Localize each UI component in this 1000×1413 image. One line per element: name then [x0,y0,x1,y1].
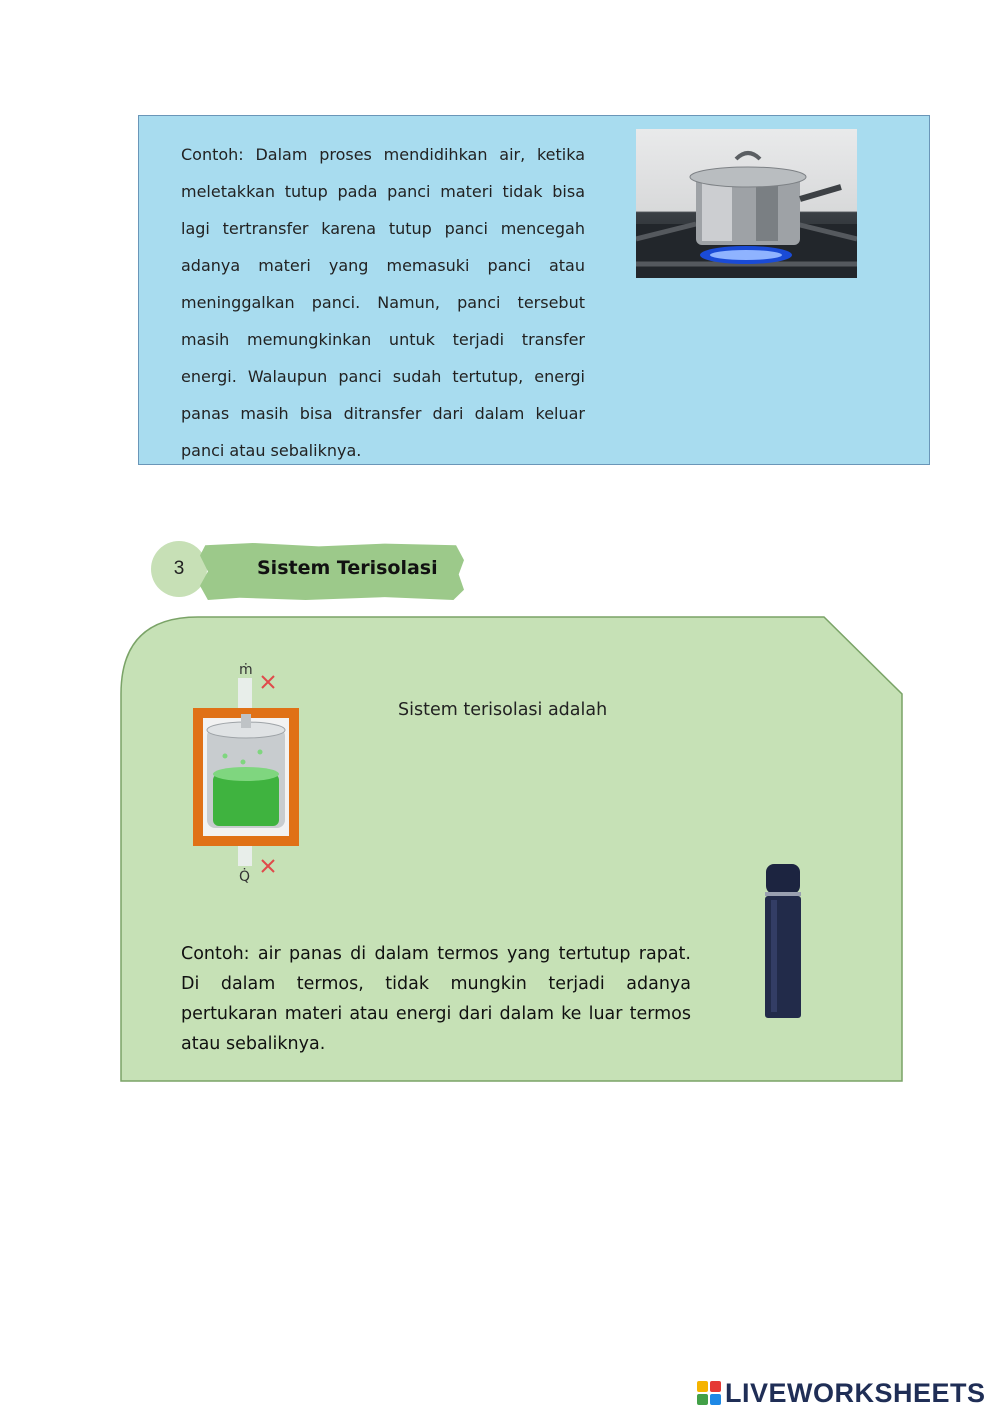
example-box-text: Contoh: Dalam proses mendidihkan air, ketika meletakkan tutup pada panci materi tidak bisa lagi tertransfer karena tutup panci mencegah adanya materi yang memasuki panci atau meninggalkan panci. Namun, panci tersebut masih memungkinkan untuk terjadi transfer energi. Walaupun panci sudah tertutup, energi panas masih bisa ditransfer dari dalam keluar panci atau sebaliknya. [181,145,585,460]
mass-flow-label: ṁ [239,662,253,678]
example-box [138,115,930,465]
heat-flow-label: Q̇ [239,869,251,885]
isolated-system-diagram [185,656,315,886]
definition-prompt: Sistem terisolasi adalah [398,700,608,720]
section-title: Sistem Terisolasi [257,557,438,579]
isolated-system-example: Contoh: air panas di dalam termos yang tertutup rapat. Di dalam termos, tidak mungkin terjadi adanya pertukaran materi atau energi dari dalam ke luar termos atau sebaliknya. [181,943,691,1054]
liveworksheets-logo [697,1375,997,1411]
logo-mark-icon [697,1381,721,1405]
cooking-pot-photo [636,129,857,278]
section-number-badge: 3 [151,541,207,597]
thermos-image [757,862,809,1022]
logo-text: LIVEWORKSHEETS [725,1377,986,1408]
